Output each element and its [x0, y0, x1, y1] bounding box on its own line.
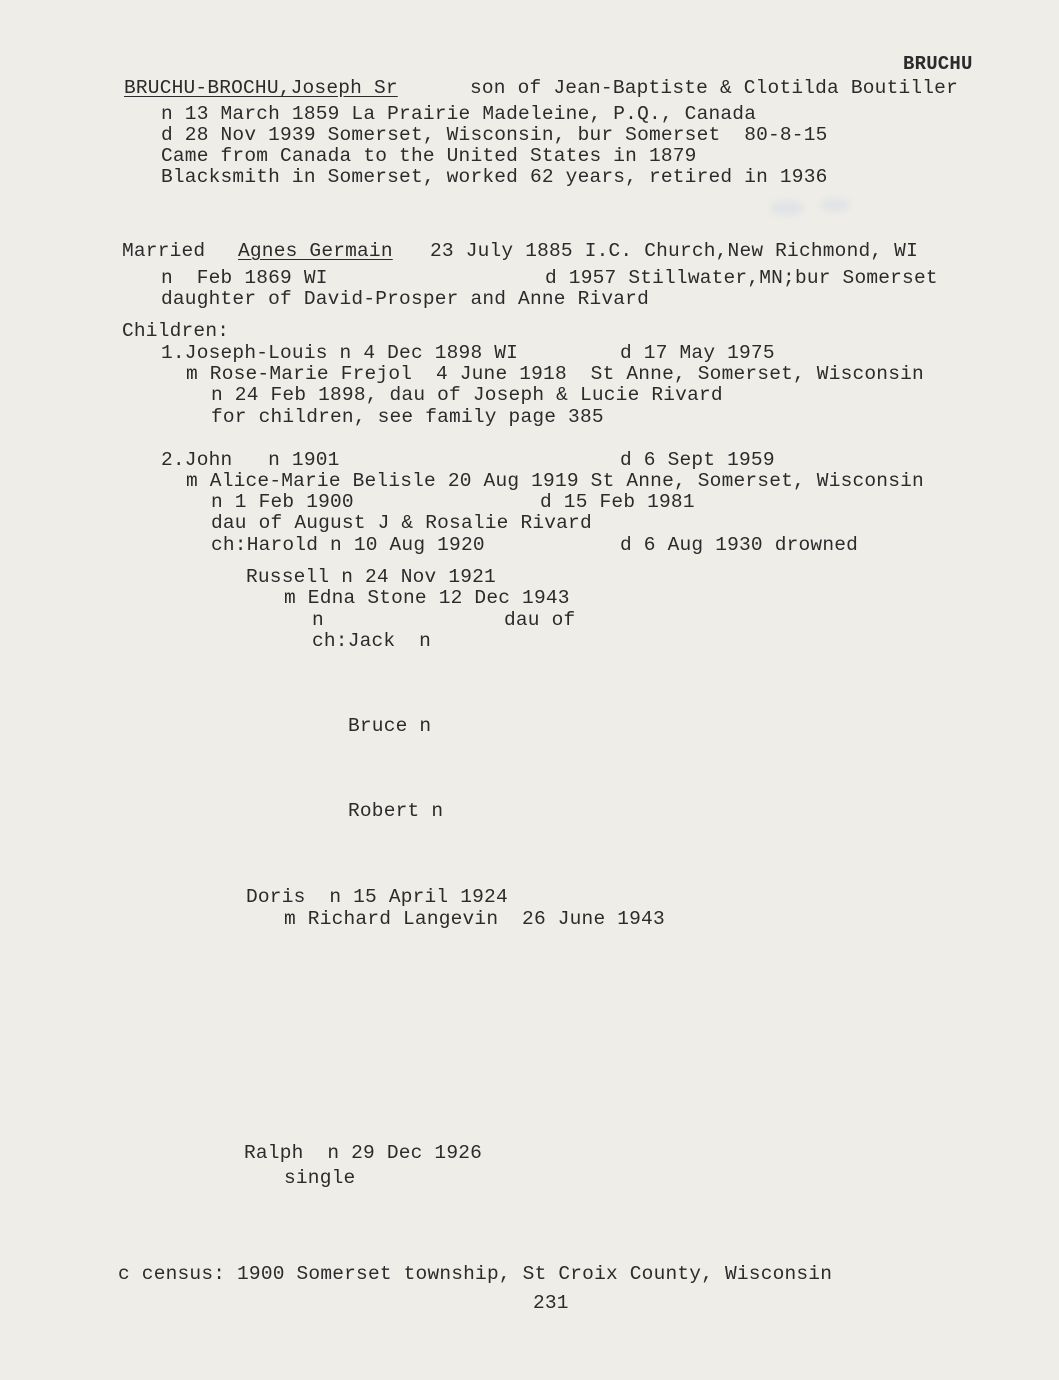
child2-line: 2.John n 1901	[161, 449, 340, 471]
child2-harold: ch:Harold n 10 Aug 1920	[211, 534, 485, 556]
child1-spouse-info: n 24 Feb 1898, dau of Joseph & Lucie Rivard	[211, 384, 723, 406]
smudge	[770, 200, 804, 216]
marriage-spouse: Agnes Germain	[238, 240, 393, 262]
person-immigration: Came from Canada to the United States in 1879	[161, 145, 697, 167]
ralph-line: Ralph n 29 Dec 1926	[244, 1142, 483, 1164]
child2-harold-death: d 6 Aug 1930 drowned	[620, 534, 859, 556]
spouse-death: d 1957 Stillwater,MN;bur Somerset	[545, 267, 938, 289]
person-death: d 28 Nov 1939 Somerset, Wisconsin, bur Somerset 80-8-15	[161, 124, 828, 146]
russell-child: ch:Jack n	[312, 630, 432, 652]
child2-death: d 6 Sept 1959	[620, 449, 775, 471]
marriage-details: 23 July 1885 I.C. Church,New Richmond, WI	[430, 240, 918, 262]
person-occupation: Blacksmith in Somerset, worked 62 years, retired in 1936	[161, 166, 828, 188]
person-parents: son of Jean-Baptiste & Clotilda Boutiller	[470, 77, 958, 99]
child1-line: 1.Joseph-Louis n 4 Dec 1898 WI	[161, 342, 519, 364]
child1-marriage: m Rose-Marie Frejol 4 June 1918 St Anne, Somerset, Wisconsin	[186, 363, 924, 385]
child2-spouse-death: d 15 Feb 1981	[540, 491, 695, 513]
child1-note: for children, see family page 385	[211, 406, 604, 428]
russell-spouse-n: n	[312, 609, 324, 631]
page-number: 231	[533, 1292, 569, 1314]
child1-death: d 17 May 1975	[620, 342, 775, 364]
person-name: BRUCHU-BROCHU,Joseph Sr	[124, 77, 398, 99]
page-header: BRUCHU	[903, 53, 973, 75]
smudge	[820, 198, 850, 212]
spouse-parents: daughter of David-Prosper and Anne Rivard	[161, 288, 649, 310]
bruce-line: Bruce n	[348, 715, 432, 737]
child2-marriage: m Alice-Marie Belisle 20 Aug 1919 St Anne, Somerset, Wisconsin	[186, 470, 924, 492]
children-label: Children:	[122, 320, 230, 342]
ralph-status: single	[284, 1167, 356, 1189]
spouse-birth: n Feb 1869 WI	[161, 267, 328, 289]
russell-marriage: m Edna Stone 12 Dec 1943	[284, 587, 570, 609]
census-line: c census: 1900 Somerset township, St Croix County, Wisconsin	[118, 1263, 833, 1285]
person-birth: n 13 March 1859 La Prairie Madeleine, P.Q., Canada	[161, 103, 757, 125]
doris-line: Doris n 15 April 1924	[246, 886, 508, 908]
marriage-prefix: Married	[122, 240, 206, 262]
russell-line: Russell n 24 Nov 1921	[246, 566, 496, 588]
robert-line: Robert n	[348, 800, 444, 822]
child2-spouse-birth: n 1 Feb 1900	[211, 491, 354, 513]
russell-spouse-dau: dau of	[504, 609, 576, 631]
doris-marriage: m Richard Langevin 26 June 1943	[284, 908, 665, 930]
child2-spouse-parents: dau of August J & Rosalie Rivard	[211, 512, 592, 534]
